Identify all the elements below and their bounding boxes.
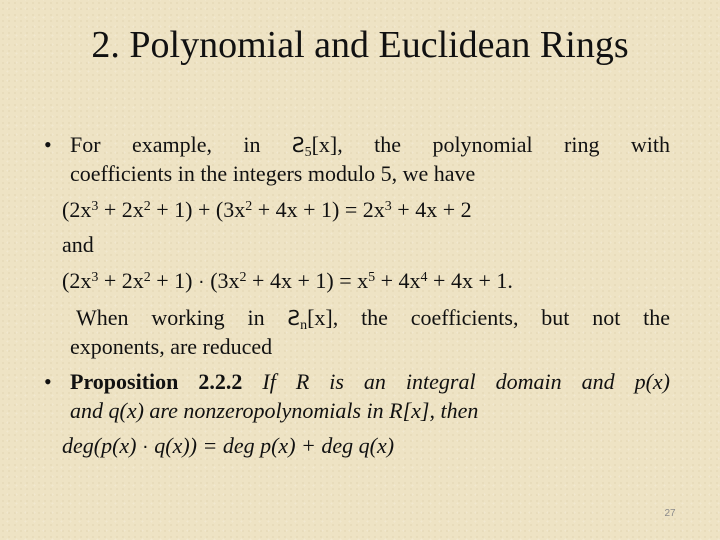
ring-glyph: Ƨ bbox=[291, 133, 305, 157]
eq1-exp-2: 2 bbox=[143, 199, 151, 214]
example-text-b-first: [x], the polynomial ring with bbox=[311, 132, 671, 157]
dot-operator-2: · bbox=[142, 437, 149, 458]
eq1-part-b: + 2x bbox=[98, 197, 144, 222]
eq1-part-a: (2x bbox=[62, 197, 92, 222]
eq1-part-d: + 4x + 1) = 2x bbox=[252, 197, 385, 222]
proposition-line-1 bbox=[70, 369, 670, 395]
eq2-part-e: + 4x + 1) = x bbox=[246, 268, 369, 293]
dot-operator: · bbox=[198, 272, 205, 293]
formula-part-a: deg(p(x) bbox=[62, 433, 137, 458]
proposition-text-1: If R is an integral domain and p(x) bbox=[262, 369, 670, 394]
ring-symbol bbox=[291, 132, 671, 160]
proposition-text-2: and q(x) are nonzeropolynomials in R[x], then bbox=[70, 398, 479, 423]
ring-subscript-5: 5 bbox=[304, 145, 312, 160]
eq2-part-f: + 4x bbox=[375, 268, 421, 293]
example-text-a: For example, in bbox=[70, 132, 261, 157]
page-number: 27 bbox=[664, 508, 676, 519]
eq2-exp-1: 3 bbox=[91, 270, 99, 285]
ring-glyph-n: Ƨ bbox=[287, 306, 301, 330]
eq2-part-c: + 1) bbox=[150, 268, 193, 293]
eq1-exp-3: 2 bbox=[245, 199, 253, 214]
working-line bbox=[76, 305, 670, 331]
eq2-exp-2: 2 bbox=[143, 270, 151, 285]
eq2-exp-5: 4 bbox=[420, 270, 428, 285]
proposition-label: Proposition 2.2.2 bbox=[70, 369, 243, 394]
eq2-part-d: (3x bbox=[210, 268, 240, 293]
eq1-part-c: + 1) + (3x bbox=[150, 197, 246, 222]
equation-sum bbox=[62, 197, 472, 223]
ring-symbol-n bbox=[287, 305, 671, 333]
eq1-part-e: + 4x + 2 bbox=[391, 197, 472, 222]
eq2-part-g: + 4x + 1. bbox=[427, 268, 513, 293]
example-line-2: coefficients in the integers modulo 5, we have bbox=[70, 161, 476, 186]
working-text-b: [x], the coefficients, but not the bbox=[307, 305, 671, 330]
exponents-line: exponents, are reduced bbox=[70, 334, 273, 359]
eq2-part-a: (2x bbox=[62, 268, 92, 293]
proposition-line-2 bbox=[70, 398, 478, 424]
formula-part-b: q(x)) = deg p(x) + deg q(x) bbox=[154, 433, 395, 458]
slide-title: 2. Polynomial and Euclidean Rings bbox=[91, 24, 629, 66]
eq1-exp-4: 3 bbox=[384, 199, 392, 214]
example-line-1 bbox=[70, 132, 670, 158]
working-text-a: When working in bbox=[76, 305, 265, 330]
bullet-2: • bbox=[44, 369, 52, 394]
eq2-part-b: + 2x bbox=[98, 268, 144, 293]
and-word: and bbox=[62, 232, 94, 257]
equation-product bbox=[62, 268, 513, 296]
eq2-exp-4: 5 bbox=[368, 270, 376, 285]
proposition-formula bbox=[62, 433, 394, 461]
eq1-exp-1: 3 bbox=[91, 199, 99, 214]
bullet-1: • bbox=[44, 132, 52, 157]
eq2-exp-3: 2 bbox=[239, 270, 247, 285]
ring-subscript-n: n bbox=[300, 318, 308, 333]
